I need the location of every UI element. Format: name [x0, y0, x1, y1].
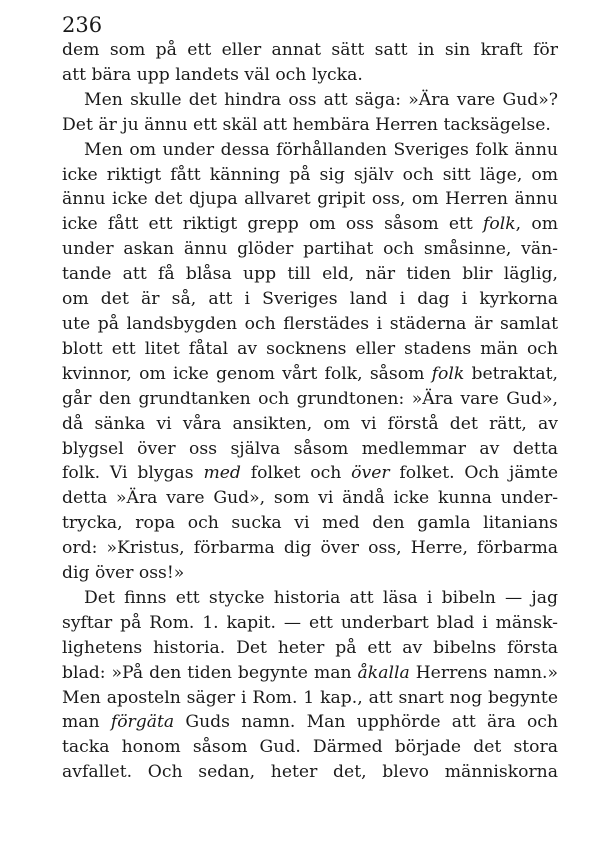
italic-word: med: [203, 463, 241, 484]
page-number: 236: [62, 13, 103, 37]
italic-word: förgäta: [110, 712, 175, 733]
text-line: folk. Vi blygas med folket och över folket. Och jämte: [62, 463, 558, 484]
text-line: dig över oss!»: [62, 563, 185, 584]
text-line: om det är så, att i Sveriges land i dag i kyrkorna: [62, 289, 558, 310]
paragraph: [62, 586, 558, 785]
text-line: tande att få blåsa upp till eld, när tiden blir läglig,: [62, 264, 558, 285]
italic-word: folk: [483, 214, 516, 235]
text-line: blott ett litet fåtal av socknens eller stadens män och: [62, 338, 558, 359]
body-text: [62, 38, 558, 785]
text-line: Men skulle det hindra oss att säga: »Ära vare Gud»?: [84, 89, 558, 110]
text-line: då sänka vi våra ansikten, om vi förstå det rätt, av: [62, 413, 558, 434]
text-line: avfallet. Och sedan, heter det, blevo människorna: [62, 762, 558, 783]
text-line: Men aposteln säger i Rom. 1 kap., att snart nog begynte: [62, 687, 558, 708]
italic-word: åkalla: [357, 662, 410, 683]
text-line: Det är ju ännu ett skäl att hembära Herren tacksägelse.: [62, 114, 551, 135]
paragraph: [62, 38, 558, 88]
text-line: dem som på ett eller annat sätt satt in sin kraft för: [62, 40, 558, 60]
italic-word: över: [351, 463, 390, 484]
text-line: trycka, ropa och sucka vi med den gamla litanians: [62, 513, 558, 534]
text-line: detta »Ära vare Gud», som vi ändå icke kunna under-: [62, 488, 558, 509]
text-line: ute på landsbygden och flerstädes i städerna är samlat: [62, 313, 558, 334]
text-line: syftar på Rom. 1. kapit. — ett underbart blad i mänsk-: [62, 612, 558, 633]
paragraph: [62, 138, 558, 586]
text-line: ännu icke det djupa allvaret gripit oss, om Herren ännu: [62, 189, 558, 210]
text-line: att bära upp landets väl och lycka.: [62, 64, 363, 85]
paragraph: [62, 88, 558, 138]
text-line: kvinnor, om icke genom vårt folk, såsom folk betraktat,: [62, 363, 558, 384]
text-line: icke fått ett riktigt grepp om oss såsom ett folk, om: [62, 214, 558, 235]
text-line: lighetens historia. Det heter på ett av bibelns första: [62, 637, 558, 658]
text-line: blygsel över oss själva såsom medlemmar av detta: [62, 438, 558, 459]
text-line: man förgäta Guds namn. Man upphörde att ära och: [62, 712, 559, 733]
italic-word: folk: [431, 363, 465, 384]
text-line: icke riktigt fått känning på sig själv och sitt läge, om: [62, 164, 558, 185]
text-line: tacka honom såsom Gud. Därmed började det stora: [62, 737, 558, 758]
text-line: Det finns ett stycke historia att läsa i bibeln — jag: [84, 587, 558, 608]
text-line: Men om under dessa förhållanden Sveriges folk ännu: [84, 139, 558, 160]
text-line: blad: »På den tiden begynte man åkalla Herrens namn.»: [62, 662, 558, 683]
text-line: ord: »Kristus, förbarma dig över oss, Herre, förbarma: [62, 538, 558, 559]
book-page: [62, 12, 558, 785]
text-line: går den grundtanken och grundtonen: »Ära vare Gud»,: [62, 388, 558, 409]
text-line: under askan ännu glöder partihat och småsinne, vän-: [62, 239, 558, 260]
